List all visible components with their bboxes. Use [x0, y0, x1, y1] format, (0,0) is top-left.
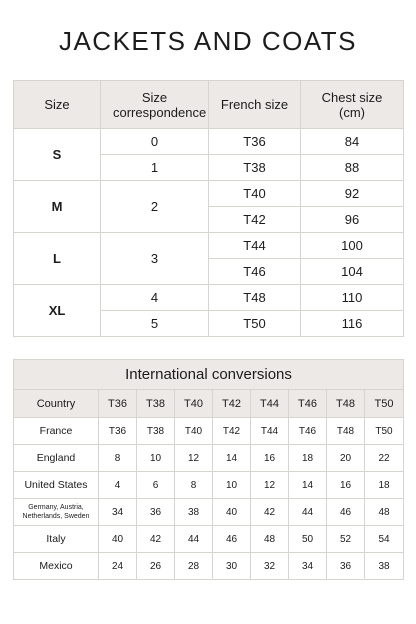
correspondence-cell: 1 — [101, 155, 209, 181]
conversion-value-cell: T40 — [175, 418, 213, 445]
conversion-value-cell: 12 — [175, 445, 213, 472]
conversion-row — [14, 553, 404, 580]
conversion-value-cell: T36 — [99, 418, 137, 445]
conversion-value-cell: 36 — [327, 553, 365, 580]
size-table — [13, 80, 404, 337]
conversion-value-cell: T50 — [365, 418, 404, 445]
header-french-size-column: T48 — [327, 390, 365, 418]
country-cell: France — [14, 418, 99, 445]
chest-size-cell: 92 — [301, 181, 404, 207]
conversion-value-cell: 42 — [137, 526, 175, 553]
conversion-value-cell: 40 — [99, 526, 137, 553]
country-cell: United States — [14, 472, 99, 499]
conversion-row — [14, 499, 404, 526]
conversion-value-cell: 8 — [99, 445, 137, 472]
conversion-value-cell: 14 — [213, 445, 251, 472]
conversions-caption-row — [14, 360, 404, 390]
size-cell: L — [14, 233, 101, 285]
french-size-cell: T38 — [209, 155, 301, 181]
conversion-value-cell: 40 — [213, 499, 251, 526]
header-size-correspondence: Size correspondence — [101, 81, 209, 129]
conversion-value-cell: 24 — [99, 553, 137, 580]
conversion-value-cell: 16 — [251, 445, 289, 472]
conversion-value-cell: 14 — [289, 472, 327, 499]
correspondence-cell: 2 — [101, 181, 209, 233]
conversion-value-cell: 16 — [327, 472, 365, 499]
header-size: Size — [14, 81, 101, 129]
size-table-header — [14, 81, 404, 129]
french-size-cell: T40 — [209, 181, 301, 207]
conversion-value-cell: 34 — [289, 553, 327, 580]
conversion-value-cell: 48 — [365, 499, 404, 526]
chest-size-cell: 116 — [301, 311, 404, 337]
conversion-row — [14, 472, 404, 499]
header-french-size-column: T40 — [175, 390, 213, 418]
page-title: JACKETS AND COATS — [58, 26, 358, 56]
conversion-value-cell: 38 — [175, 499, 213, 526]
correspondence-cell: 5 — [101, 311, 209, 337]
size-table-row — [14, 129, 404, 155]
header-chest-size: Chest size (cm) — [301, 81, 404, 129]
conversion-value-cell: 26 — [137, 553, 175, 580]
conversion-value-cell: 20 — [327, 445, 365, 472]
conversion-value-cell: 34 — [99, 499, 137, 526]
country-cell: Italy — [14, 526, 99, 553]
conversion-value-cell: 10 — [137, 445, 175, 472]
chest-size-cell: 110 — [301, 285, 404, 311]
conversion-value-cell: 18 — [289, 445, 327, 472]
size-cell: M — [14, 181, 101, 233]
conversions-header-row — [14, 390, 404, 418]
conversion-row — [14, 526, 404, 553]
conversion-value-cell: 46 — [213, 526, 251, 553]
chest-size-cell: 84 — [301, 129, 404, 155]
french-size-cell: T50 — [209, 311, 301, 337]
header-french-size-column: T36 — [99, 390, 137, 418]
conversion-value-cell: 42 — [251, 499, 289, 526]
conversion-value-cell: 30 — [213, 553, 251, 580]
conversion-value-cell: 8 — [175, 472, 213, 499]
size-table-row — [14, 181, 404, 207]
conversions-caption: International conversions — [14, 360, 404, 390]
conversion-row — [14, 418, 404, 445]
size-cell: XL — [14, 285, 101, 337]
country-cell: England — [14, 445, 99, 472]
size-cell: S — [14, 129, 101, 181]
conversion-value-cell: 36 — [137, 499, 175, 526]
conversion-value-cell: T46 — [289, 418, 327, 445]
french-size-cell: T48 — [209, 285, 301, 311]
size-table-row — [14, 233, 404, 259]
conversion-value-cell: 12 — [251, 472, 289, 499]
conversion-value-cell: 32 — [251, 553, 289, 580]
conversion-value-cell: T38 — [137, 418, 175, 445]
header-country: Country — [14, 390, 99, 418]
header-french-size-column: T46 — [289, 390, 327, 418]
conversion-value-cell: 44 — [289, 499, 327, 526]
header-french-size: French size — [209, 81, 301, 129]
conversion-value-cell: T42 — [213, 418, 251, 445]
conversion-value-cell: 22 — [365, 445, 404, 472]
correspondence-cell: 4 — [101, 285, 209, 311]
conversion-row — [14, 445, 404, 472]
conversion-value-cell: 28 — [175, 553, 213, 580]
conversion-value-cell: 50 — [289, 526, 327, 553]
conversion-value-cell: 10 — [213, 472, 251, 499]
french-size-cell: T36 — [209, 129, 301, 155]
conversion-value-cell: 54 — [365, 526, 404, 553]
conversion-value-cell: T48 — [327, 418, 365, 445]
conversions-table — [13, 359, 404, 580]
french-size-cell: T44 — [209, 233, 301, 259]
chest-size-cell: 104 — [301, 259, 404, 285]
conversion-value-cell: 4 — [99, 472, 137, 499]
conversion-value-cell: 6 — [137, 472, 175, 499]
conversion-value-cell: 48 — [251, 526, 289, 553]
country-cell: Germany, Austria, Netherlands, Sweden — [14, 499, 99, 526]
conversion-value-cell: T44 — [251, 418, 289, 445]
chest-size-cell: 96 — [301, 207, 404, 233]
header-french-size-column: T38 — [137, 390, 175, 418]
correspondence-cell: 0 — [101, 129, 209, 155]
header-french-size-column: T50 — [365, 390, 404, 418]
header-french-size-column: T42 — [213, 390, 251, 418]
conversion-value-cell: 18 — [365, 472, 404, 499]
french-size-cell: T42 — [209, 207, 301, 233]
conversion-value-cell: 46 — [327, 499, 365, 526]
french-size-cell: T46 — [209, 259, 301, 285]
correspondence-cell: 3 — [101, 233, 209, 285]
conversion-value-cell: 44 — [175, 526, 213, 553]
header-french-size-column: T44 — [251, 390, 289, 418]
chest-size-cell: 88 — [301, 155, 404, 181]
size-table-row — [14, 285, 404, 311]
chest-size-cell: 100 — [301, 233, 404, 259]
country-cell: Mexico — [14, 553, 99, 580]
conversion-value-cell: 52 — [327, 526, 365, 553]
conversion-value-cell: 38 — [365, 553, 404, 580]
